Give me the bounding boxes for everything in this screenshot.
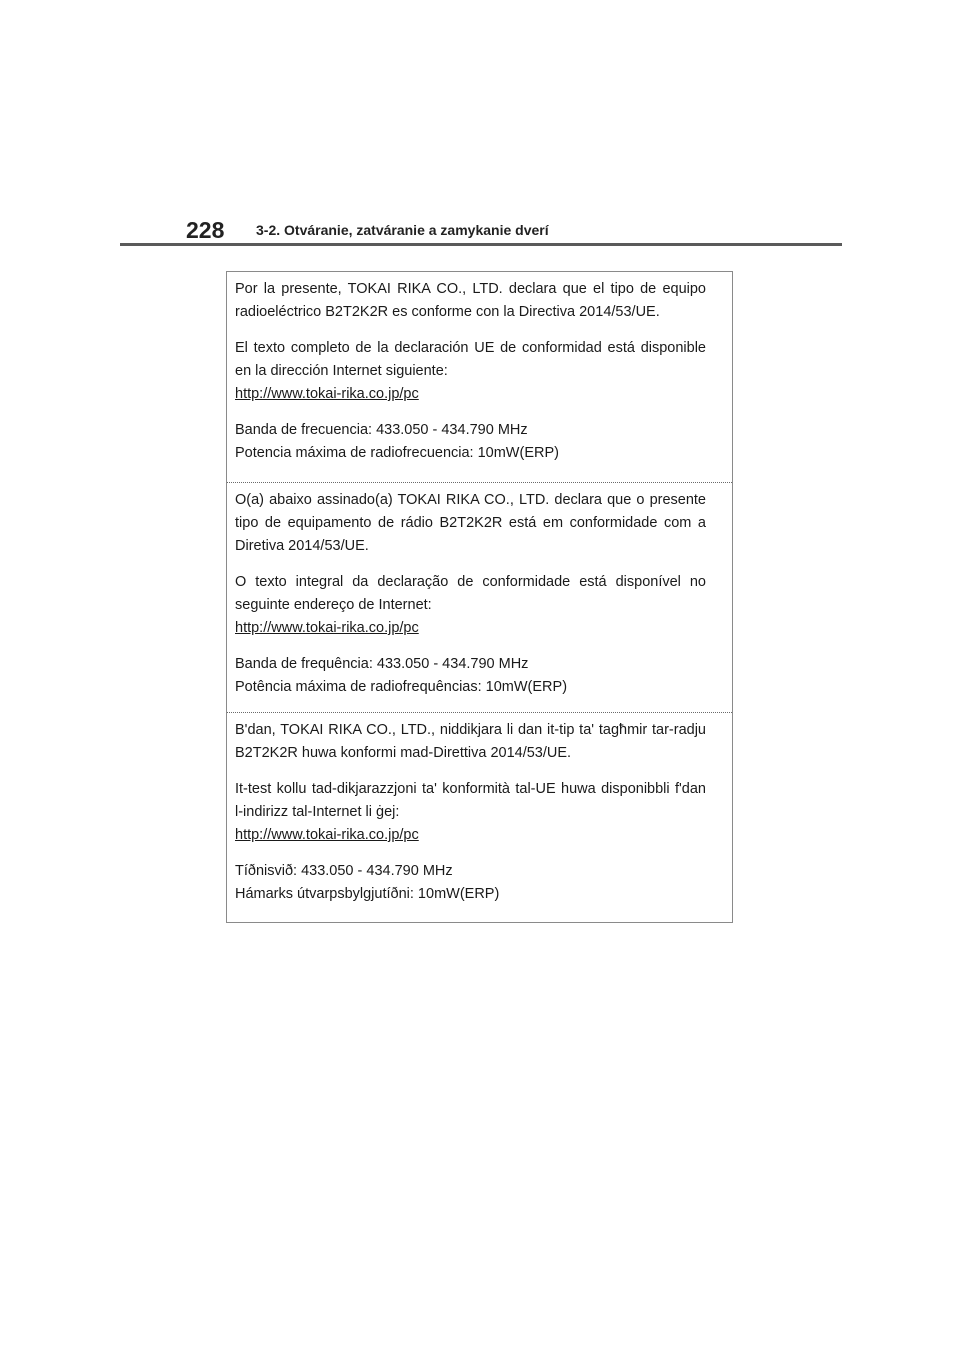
max-power: Potencia máxima de radiofrecuencia: 10mW(ERP) <box>235 445 559 461</box>
section-title: 3-2. Otváranie, zatváranie a zamykanie dverí <box>256 222 549 238</box>
header-divider <box>120 243 842 246</box>
page-number: 228 <box>186 216 225 243</box>
conformity-statement: Por la presente, TOKAI RIKA CO., LTD. declara que el tipo de equipo radioeléctrico B2T2K2R es conforme con la Directiva 2014/53/UE. <box>235 281 706 320</box>
availability-text: O texto integral da declaração de conformidade está disponível no seguinte endereço de Internet: <box>235 574 706 613</box>
availability-paragraph <box>235 337 706 406</box>
radio-specs <box>235 653 706 699</box>
declaration-link[interactable]: http://www.tokai-rika.co.jp/pc <box>235 620 419 636</box>
max-power: Potência máxima de radiofrequências: 10mW(ERP) <box>235 679 568 695</box>
declaration-maltese <box>227 712 732 922</box>
frequency-band: Banda de frecuencia: 433.050 - 434.790 MHz <box>235 422 528 438</box>
declaration-link[interactable]: http://www.tokai-rika.co.jp/pc <box>235 827 419 843</box>
availability-text: El texto completo de la declaración UE de conformidad está disponible en la dirección Internet siguiente: <box>235 340 706 379</box>
frequency-band: Banda de frequência: 433.050 - 434.790 MHz <box>235 656 529 672</box>
declaration-portuguese <box>227 482 732 712</box>
page-header <box>186 214 549 246</box>
conformity-statement: B'dan, TOKAI RIKA CO., LTD., niddikjara li dan it-tip ta' tagħmir tar-radju B2T2K2R huwa konformi mad-Direttiva 2014/53/UE. <box>235 722 706 761</box>
radio-specs <box>235 419 706 465</box>
declaration-box <box>226 271 733 923</box>
declaration-spanish <box>227 272 732 482</box>
frequency-band: Tíðnisvið: 433.050 - 434.790 MHz <box>235 863 453 879</box>
availability-paragraph <box>235 571 706 640</box>
conformity-statement: O(a) abaixo assinado(a) TOKAI RIKA CO., LTD. declara que o presente tipo de equipamento de rádio B2T2K2R está em conformidade com a Diretiva 2014/53/UE. <box>235 492 706 554</box>
radio-specs <box>235 860 706 906</box>
max-power: Hámarks útvarpsbylgjutíðni: 10mW(ERP) <box>235 886 500 902</box>
declaration-link[interactable]: http://www.tokai-rika.co.jp/pc <box>235 386 419 402</box>
availability-paragraph <box>235 778 706 847</box>
availability-text: It-test kollu tad-dikjarazzjoni ta' konformità tal-UE huwa disponibbli f'dan l-indirizz tal-Internet li ġej: <box>235 781 706 820</box>
